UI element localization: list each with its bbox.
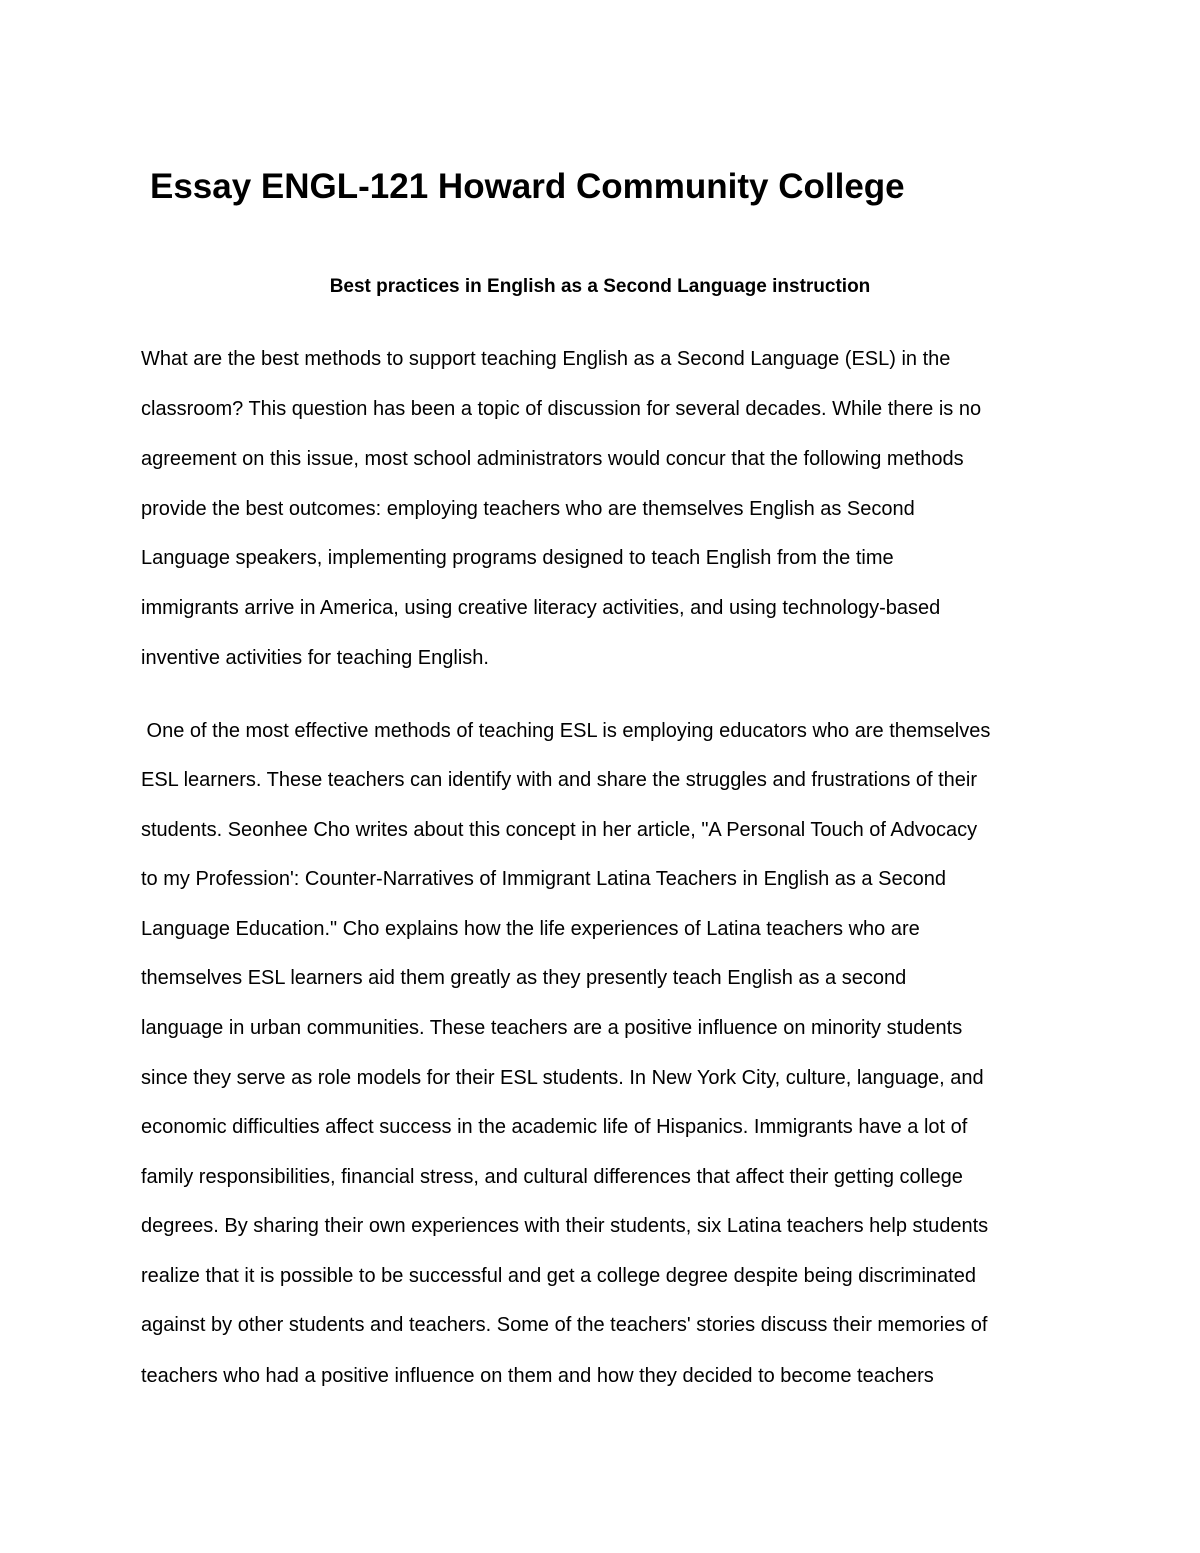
paragraph-line: immigrants arrive in America, using creative literacy activities, and using technology-based [141,597,941,619]
paragraph-line: economic difficulties affect success in the academic life of Hispanics. Immigrants have a lot of [141,1116,968,1138]
paragraph-line: against by other students and teachers. Some of the teachers' stories discuss their memories of [141,1314,988,1336]
paragraph-line: since they serve as role models for their ESL students. In New York City, culture, language, and [141,1067,984,1089]
paragraph-line: Language speakers, implementing programs designed to teach English from the time [141,547,894,569]
paragraph-line: to my Profession': Counter-Narratives of Immigrant Latina Teachers in English as a Second [141,868,946,890]
paragraph-line: themselves ESL learners aid them greatly as they presently teach English as a second [141,967,907,989]
paragraph-line: degrees. By sharing their own experiences with their students, six Latina teachers help students [141,1215,989,1237]
paragraph-line: family responsibilities, financial stress, and cultural differences that affect their getting college [141,1166,963,1188]
paragraph-line: What are the best methods to support teaching English as a Second Language (ESL) in the [141,348,951,370]
paragraph-line: One of the most effective methods of teaching ESL is employing educators who are themselves [141,720,991,742]
paragraph-line: provide the best outcomes: employing teachers who are themselves English as Second [141,498,915,520]
paragraph-line: Language Education." Cho explains how the life experiences of Latina teachers who are [141,918,920,940]
paragraph-line: agreement on this issue, most school administrators would concur that the following methods [141,448,964,470]
paragraph-line: students. Seonhee Cho writes about this concept in her article, "A Personal Touch of Advocacy [141,819,978,841]
paragraph-line: inventive activities for teaching English. [141,647,489,669]
document-subtitle: Best practices in English as a Second Language instruction [329,276,871,297]
paragraph-line: realize that it is possible to be successful and get a college degree despite being discriminated [141,1265,976,1287]
paragraph-line: teachers who had a positive influence on them and how they decided to become teachers [141,1365,934,1387]
paragraph-line: classroom? This question has been a topic of discussion for several decades. While there is no [141,398,982,420]
document-title: Essay ENGL-121 Howard Community College [150,167,905,206]
paragraph-line: ESL learners. These teachers can identify with and share the struggles and frustrations of their [141,769,978,791]
paragraph-line: language in urban communities. These teachers are a positive influence on minority students [141,1017,963,1039]
